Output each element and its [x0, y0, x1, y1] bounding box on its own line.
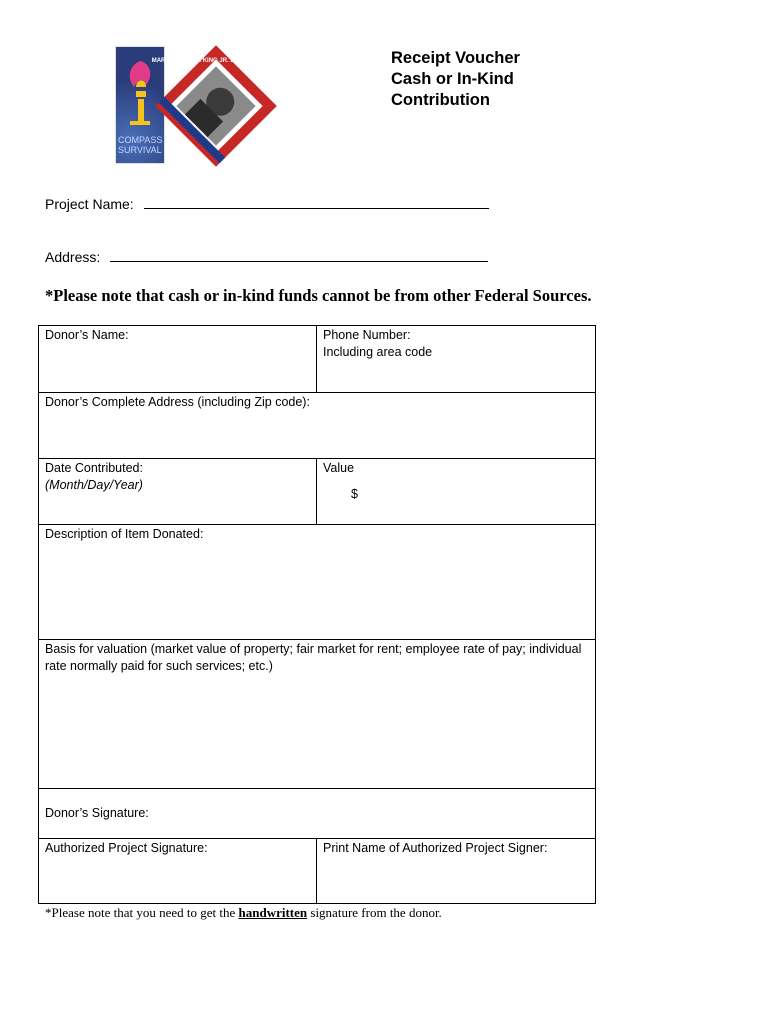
title-line-2: Cash or In-Kind [391, 70, 514, 88]
table-row [39, 639, 595, 788]
address-input-line[interactable] [110, 247, 488, 262]
dollar-sign: $ [351, 486, 358, 501]
phone-number-label: Phone Number: [323, 328, 411, 342]
date-contributed-cell[interactable] [39, 459, 317, 524]
donor-signature-label: Donor’s Signature: [45, 806, 149, 820]
mlk-day-logo [151, 50, 281, 162]
date-format-hint: (Month/Day/Year) [45, 477, 143, 492]
authorized-signature-label: Authorized Project Signature: [45, 841, 208, 855]
federal-sources-notice: *Please note that cash or in-kind funds cannot be from other Federal Sources. [45, 286, 592, 305]
table-row [39, 392, 595, 458]
mlk-logo-text: MARTIN LUTHER KING JR. DAY OF SERVICE [151, 58, 281, 64]
item-description-label: Description of Item Donated: [45, 527, 204, 541]
valuation-basis-label: Basis for valuation (market value of property; fair market for rent; employee rate of pay; individual rate normally paid for such services; etc.) [45, 642, 582, 673]
compass-logo-text: COMPASS SURVIVAL [118, 135, 163, 155]
valuation-basis-cell[interactable] [39, 640, 595, 788]
donor-name-label: Donor’s Name: [45, 328, 129, 342]
project-name-label: Project Name: [45, 196, 134, 212]
title-line-3: Contribution [391, 91, 490, 109]
donation-form-table [38, 325, 596, 904]
item-description-cell[interactable] [39, 525, 595, 639]
table-row [39, 788, 595, 838]
project-name-field [45, 194, 489, 212]
donor-signature-cell[interactable] [39, 789, 595, 838]
authorized-signature-cell[interactable] [39, 839, 317, 903]
handwritten-signature-note [45, 905, 442, 921]
title-line-1: Receipt Voucher [391, 49, 520, 67]
footnote-before: *Please note that you need to get the [45, 905, 239, 920]
signer-print-name-cell[interactable] [317, 839, 595, 903]
table-row [39, 838, 595, 903]
value-label: Value [323, 461, 355, 475]
footnote-emphasis: handwritten [238, 905, 308, 920]
address-label: Address: [45, 249, 101, 265]
address-field [45, 247, 488, 265]
phone-number-cell[interactable] [317, 326, 595, 392]
form-title [391, 48, 591, 111]
donor-name-cell[interactable] [39, 326, 317, 392]
date-contributed-label: Date Contributed: [45, 461, 143, 475]
footnote-after: signature from the donor. [307, 905, 442, 920]
phone-number-hint: Including area code [323, 344, 433, 359]
donor-address-cell[interactable] [39, 393, 595, 458]
table-row [39, 524, 595, 639]
table-row [39, 458, 595, 524]
project-name-input-line[interactable] [144, 194, 489, 209]
value-cell[interactable] [317, 459, 595, 524]
signer-print-name-label: Print Name of Authorized Project Signer: [323, 841, 548, 855]
table-row [39, 326, 595, 392]
donor-address-label: Donor’s Complete Address (including Zip code): [45, 395, 310, 409]
